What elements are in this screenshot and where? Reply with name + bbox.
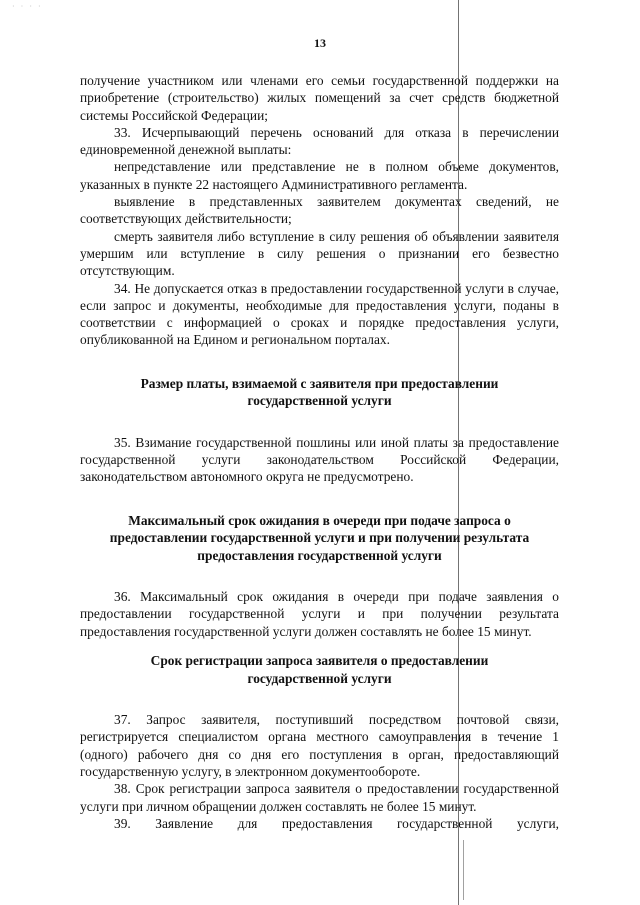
heading-registration-line-2: государственной услуги bbox=[247, 670, 392, 686]
paragraph: 33. Исчерпывающий перечень оснований для отказа в перечислении единовременной денежной выплаты: bbox=[80, 124, 559, 158]
paragraph: получение участником или членами его семьи государственной поддержки на приобретение (строительство) жилых помещений за счет средств бюджетной системы Российской Федерации; bbox=[80, 73, 559, 123]
paragraph-37: 37. Запрос заявителя, поступивший посредством почтовой связи, регистрируется специалистом органа местного самоуправления в течение 1 (одного) рабочего дня со дня его поступления в орган, предоставляющий государственную услугу, в электронном документообороте. bbox=[80, 712, 559, 779]
scan-noise: · · · · bbox=[12, 2, 43, 11]
document-body bbox=[80, 72, 559, 832]
heading-queue-line-2: предоставлении государственной услуги и при получении результата bbox=[109, 530, 530, 546]
paragraph: смерть заявителя либо вступление в силу решения об объявлении заявителя умершим или вступление в силу решения о признании его безвестно отсутствующим. bbox=[80, 228, 559, 279]
heading-registration bbox=[80, 652, 559, 687]
heading-registration-line-1: Срок регистрации запроса заявителя о предоставлении bbox=[150, 653, 489, 669]
paragraph-35: 35. Взимание государственной пошлины или иной платы за предоставление государственной услуги законодательством Российской Федерации, законодательством автономного округа не предусмотрено. bbox=[80, 434, 559, 485]
paragraph-39: 39. Заявление для предоставления государственной услуги, bbox=[114, 815, 559, 831]
paragraph-36: 36. Максимальный срок ожидания в очереди при подаче заявления о предоставлении государственной услуги и при получении результата предоставления государственной услуги должен составлять не более 15 минут. bbox=[80, 589, 559, 639]
heading-fee bbox=[80, 375, 559, 410]
section-33-34 bbox=[80, 72, 559, 349]
heading-fee-line-1: Размер платы, взимаемой с заявителя при предоставлении bbox=[140, 375, 499, 391]
heading-queue bbox=[80, 512, 559, 565]
paragraph: непредставление или представление не в полном объеме документов, указанных в пункте 22 настоящего Административного регламента. bbox=[80, 159, 559, 192]
scan-fold-line-lower bbox=[463, 840, 464, 900]
heading-fee-line-2: государственной услуги bbox=[247, 393, 392, 409]
paragraph: 34. Не допускается отказ в предоставлении государственной услуги в случае, если запрос и документы, необходимые для предоставления услуги, поданы в соответствии с информацией о сроках и порядке предоставления услуги, опубликованной на Едином и региональном порталах. bbox=[80, 280, 559, 348]
paragraph-38: 38. Срок регистрации запроса заявителя о предоставлении государственной услуги при личном обращении должен составлять не более 15 минут. bbox=[80, 781, 559, 814]
heading-queue-line-1: Максимальный срок ожидания в очереди при подаче запроса о bbox=[128, 512, 511, 528]
heading-queue-line-3: предоставления государственной услуги bbox=[197, 547, 442, 563]
page-number: 13 bbox=[314, 36, 326, 50]
paragraph: выявление в представленных заявителем документах сведений, не соответствующих действительности; bbox=[80, 194, 559, 227]
